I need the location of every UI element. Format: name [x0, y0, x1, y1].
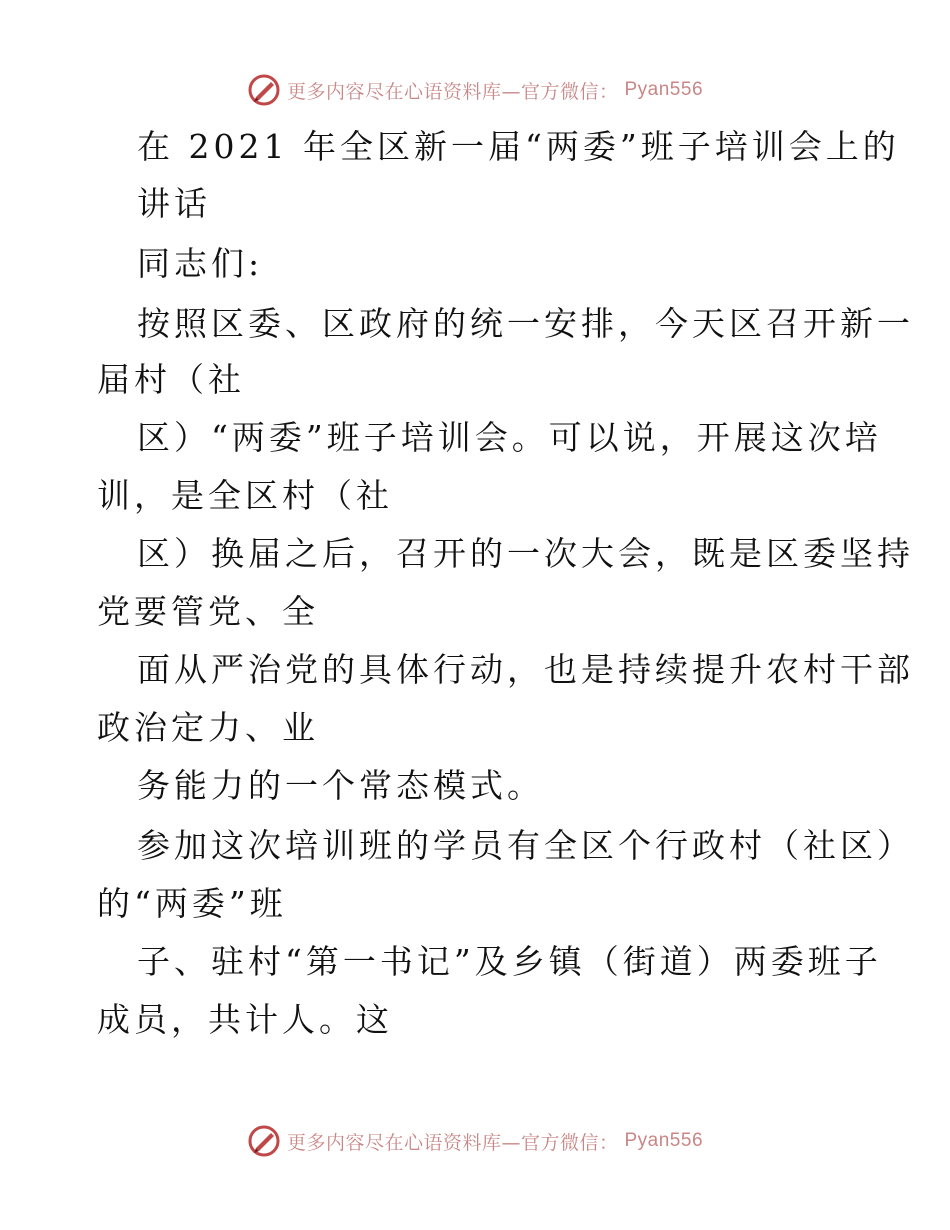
footer-watermark: [0, 1123, 950, 1159]
title-line-1: 在 2021 年全区新一届“两委”班子培训会上的: [137, 127, 900, 166]
paragraph-2-line-1: 参加这次培训班的学员有全区个行政村（社区）: [137, 826, 914, 865]
pen-logo-icon: [247, 73, 281, 107]
paragraph-1-line-4: 训，是全区村（社: [97, 476, 393, 515]
salutation: 同志们:: [137, 244, 264, 283]
paragraph-2-line-4: 成员，共计人。这: [97, 1000, 393, 1039]
pen-logo-icon: [247, 1124, 281, 1158]
paragraph-1-line-1: 按照区委、区政府的统一安排，今天区召开新一: [137, 304, 914, 343]
header-watermark-text: 更多内容尽在心语资料库—官方微信：: [286, 80, 619, 103]
paragraph-2-line-3: 子、驻村“第一书记”及乡镇（街道）两委班子: [137, 942, 882, 981]
footer-watermark-id: Pyan556: [624, 1130, 704, 1151]
paragraph-1-line-7: 面从严治党的具体行动，也是持续提升农村干部: [137, 650, 914, 689]
paragraph-1-line-5: 区）换届之后，召开的一次大会，既是区委坚持: [137, 534, 914, 573]
paragraph-1-line-6: 党要管党、全: [97, 592, 319, 631]
paragraph-2-line-2: 的“两委”班: [97, 884, 287, 923]
paragraph-1-line-9: 务能力的一个常态模式。: [137, 766, 544, 805]
paragraph-1-line-8: 政治定力、业: [97, 708, 319, 747]
title-line-2: 讲话: [137, 184, 211, 223]
header-watermark: [0, 72, 950, 108]
paragraph-1-line-2: 届村（社: [97, 360, 245, 399]
header-watermark-id: Pyan556: [624, 79, 704, 100]
footer-watermark-text: 更多内容尽在心语资料库—官方微信：: [286, 1131, 619, 1154]
paragraph-1-line-3: 区）“两委”班子培训会。可以说，开展这次培: [137, 418, 882, 457]
